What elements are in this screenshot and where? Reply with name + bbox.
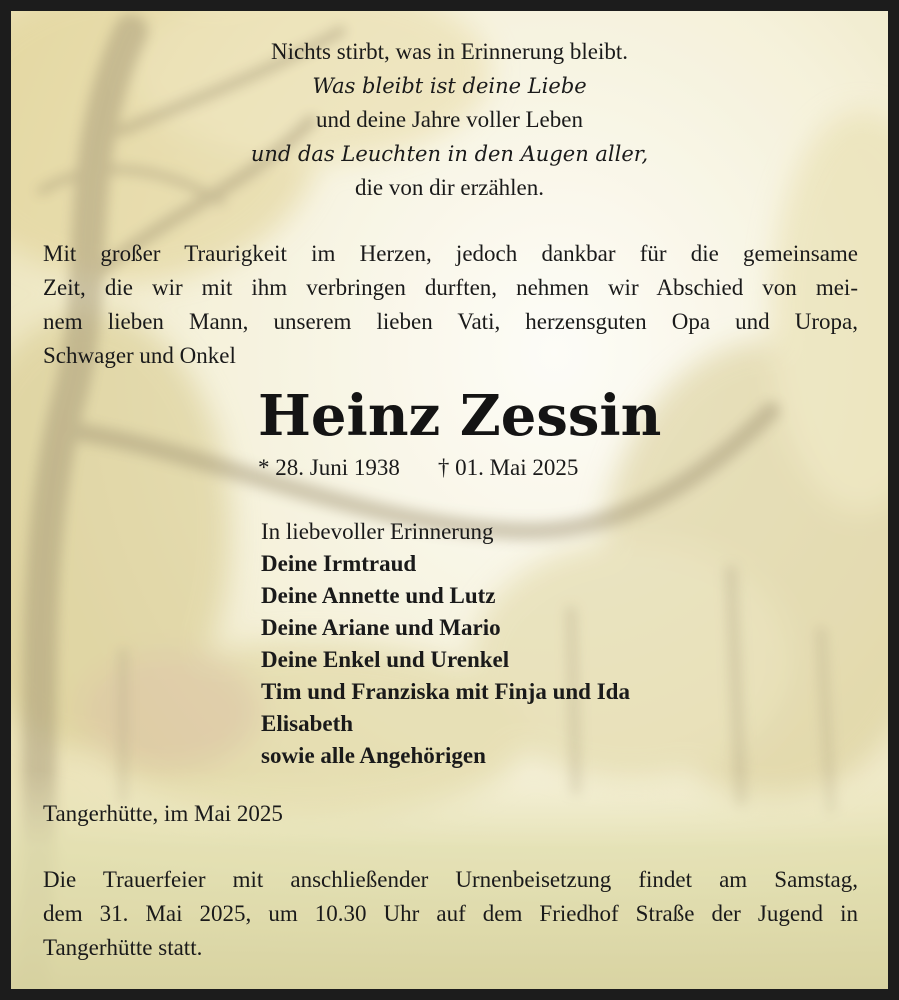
poem-line: Nichts stirbt, was in Erinnerung bleibt. [270,39,629,64]
intro-line: nem lieben Mann, unserem lieben Vati, herzensguten Opa und Uropa, [43,309,858,334]
poem-line: Was bleibt ist deine Liebe [312,74,587,98]
mourner-name: Deine Enkel und Urenkel [261,647,510,672]
intro-line: Mit großer Traurigkeit im Herzen, jedoch dankbar für die gemeinsame [43,241,858,266]
place-and-date: Tangerhütte, im Mai 2025 [43,801,283,826]
life-dates [258,451,578,485]
mourner-name: Tim und Franziska mit Finja und Ida [261,679,630,704]
deceased-name: Heinz Zessin [258,383,662,449]
poem-line: und deine Jahre voller Leben [316,107,583,132]
birth-date: * 28. Juni 1938 [258,455,400,480]
intro-line: Zeit, die wir mit ihm verbringen durften, nehmen wir Abschied von mei- [43,275,858,300]
funeral-line: Die Trauerfeier mit anschließender Urnenbeisetzung findet am Samstag, [43,867,858,892]
poem-line: die von dir erzählen. [354,175,545,200]
funeral-line: Tangerhütte statt. [43,935,203,960]
memorial-poem [11,35,888,205]
mourner-name: Deine Ariane und Mario [261,615,501,640]
mourner-name: Deine Irmtraud [261,551,417,576]
intro-paragraph [43,237,858,373]
mourner-name: Deine Annette und Lutz [261,583,496,608]
mourner-name: sowie alle Angehörigen [261,743,486,768]
funeral-notice [43,863,858,965]
funeral-line: dem 31. Mai 2025, um 10.30 Uhr auf dem Friedhof Straße der Jugend in [43,901,858,926]
obituary-content [11,11,888,989]
mourner-name: Elisabeth [261,711,354,736]
death-date: † 01. Mai 2025 [437,455,579,480]
mourners-heading: In liebevoller Erinnerung [261,519,494,544]
mourners-list [261,516,630,772]
intro-line: Schwager und Onkel [43,343,236,368]
poem-line: und das Leuchten in den Augen aller, [250,142,649,166]
